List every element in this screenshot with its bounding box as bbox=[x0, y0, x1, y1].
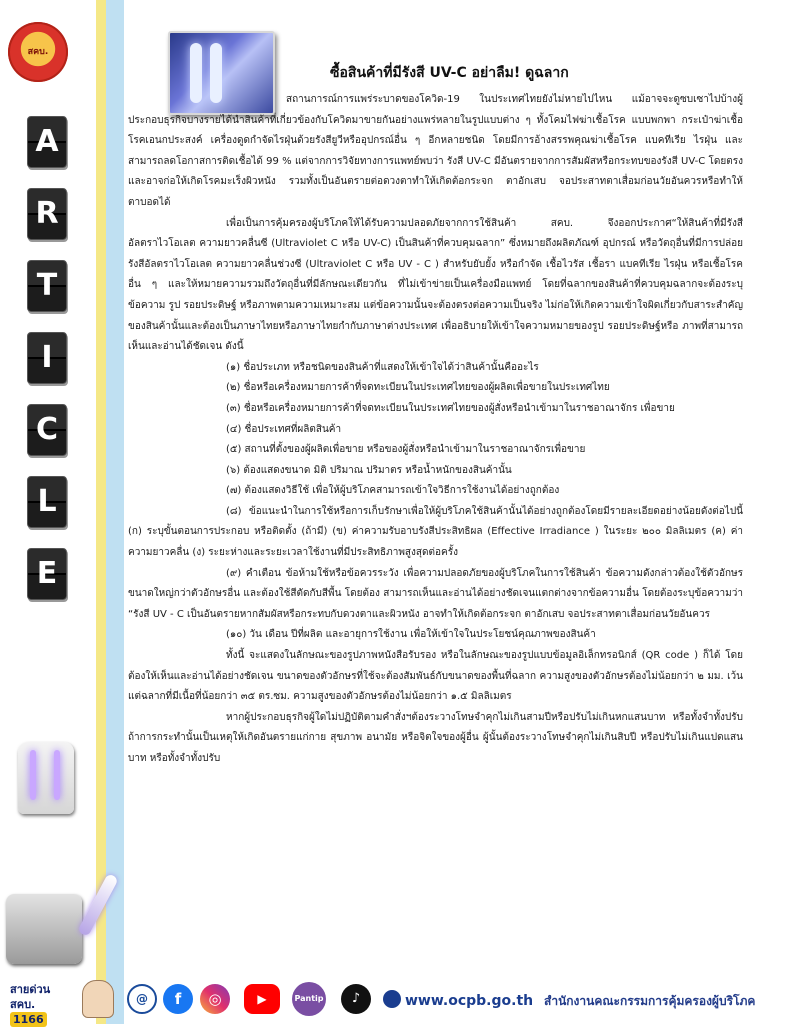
youtube-icon[interactable]: ▶ bbox=[244, 984, 280, 1014]
side-letter: C bbox=[27, 404, 67, 456]
label-requirement-item: (๑๐) วัน เดือน ปีที่ผลิต และอายุการใช้งาน เพื่อให้เข้าใจในประโยชน์คุณภาพของสินค้า bbox=[226, 629, 596, 641]
yellow-stripe bbox=[96, 0, 106, 1024]
label-requirement-item: (๑) ชื่อประเภท หรือชนิดของสินค้าที่แสดงให้เข้าใจได้ว่าสินค้านั้นคืออะไร bbox=[226, 361, 539, 373]
uv-bag-product-image bbox=[6, 894, 82, 964]
article-side-letters bbox=[27, 116, 67, 620]
article-body bbox=[128, 90, 743, 770]
paragraph-display-format: ทั้งนี้ จะแสดงในลักษณะของรูปภาพหนังสือรับรอง หรือในลักษณะของรูปแบบข้อมูลอิเล็กทรอนิกส์ (QR code ) ก็ได้ โดยต้องให้เห็นและอ่านได้อย่างชัดเจน ขนาดของตัวอักษรที่ใช้จะต้องสัมพันธ์กับขนาดของพื้นที่ฉลาก ความสูงของตัวอักษรต้องไม่น้อยกว่า ๒ มม. เว้นแต่ฉลากที่มีเนื้อที่น้อยกว่า ๓๕ ตร.ซม. ความสูงของตัวอักษรต้องไม่น้อยกว่า ๑.๕ มิลลิเมตร bbox=[128, 650, 743, 703]
pantip-icon[interactable]: Pantip bbox=[292, 982, 326, 1016]
side-letter: L bbox=[27, 476, 67, 528]
facebook-icon[interactable]: f bbox=[163, 984, 193, 1014]
label-requirement-item: (๗) ต้องแสดงวิธีใช้ เพื่อให้ผู้บริโภคสามารถเข้าใจวิธีการใช้งานได้อย่างถูกต้อง bbox=[226, 485, 560, 497]
side-letter: I bbox=[27, 332, 67, 384]
hotline-label: สายด่วน สคบ. bbox=[10, 983, 51, 1011]
ocpb-seal-logo: สคบ. bbox=[8, 22, 68, 82]
web-icon[interactable]: @ bbox=[127, 984, 157, 1014]
agency-name: สำนักงานคณะกรรมการคุ้มครองผู้บริโภค bbox=[544, 994, 756, 1008]
label-requirement-item: (๓) ชื่อหรือเครื่องหมายการค้าที่จดทะเบียนในประเทศไทยของผู้สั่งหรือนำเข้ามาในราชอาณาจักร เพื่อขาย bbox=[226, 402, 675, 414]
uv-tube bbox=[54, 750, 60, 800]
website-text: www.ocpb.go.th bbox=[405, 993, 534, 1009]
article-title: ซื้อสินค้าที่มีรังสี UV-C อย่าลืม! ดูฉลาก bbox=[330, 65, 569, 81]
paragraph-penalty: หากผู้ประกอบธุรกิจผู้ใดไม่ปฏิบัติตามคำสั่งฯต้องระวางโทษจำคุกไม่เกินสามปีหรือปรับไม่เกินหกแสนบาท หรือทั้งจำทั้งปรับ ถ้าการกระทำนั้นเป็นเหตุให้เกิดอันตรายแก่กาย สุขภาพ อนามัย หรือจิตใจของผู้อื่น ผู้นั้นต้องระวางโทษจำคุกไม่เกินสิบปี หรือปรับไม่เกินแปดแสนบาท หรือทั้งจำทั้งปรับ bbox=[128, 711, 743, 764]
blue-stripe bbox=[106, 0, 124, 1024]
label-requirement-item: (๒) ชื่อหรือเครื่องหมายการค้าที่จดทะเบียนในประเทศไทยของผู้ผลิตเพื่อขายในประเทศไทย bbox=[226, 382, 610, 394]
instagram-icon[interactable]: ◎ bbox=[200, 984, 230, 1014]
label-requirement-item: (๔) ชื่อประเทศที่ผลิตสินค้า bbox=[226, 423, 342, 435]
hotline-badge bbox=[10, 982, 70, 1026]
footer-bar bbox=[0, 972, 791, 1024]
label-requirement-item: (๙) คำเตือน ข้อห้ามใช้หรือข้อควรระวัง เพื่อความปลอดภัยของผู้บริโภคในการใช้สินค้า ข้อความดังกล่าวต้องใช้ตัวอักษรขนาดใหญ่กว่าตัวอักษรอื่น และต้องใช้สีตัดกับสีพื้น โดยต้อง สามารถเห็นและอ่านได้อย่างชัดเจนแตกต่างจากข้อความอื่น โดยต้องระบุข้อความว่า “รังสี UV - C เป็นอันตรายหากสัมผัสหรือกระทบกับดวงตาและผิวหนัง อาจทำให้เกิดต้อกระจก ตาอักเสบ จอประสาทตาเสื่อมก่อนวัยอันควร bbox=[128, 567, 743, 620]
label-requirement-item: (๖) ต้องแสดงขนาด มิติ ปริมาณ ปริมาตร หรือน้ำหนักของสินค้านั้น bbox=[226, 464, 512, 476]
side-letter: R bbox=[27, 188, 67, 240]
hotline-number: 1166 bbox=[10, 1012, 47, 1027]
side-letter: A bbox=[27, 116, 67, 168]
uv-tube bbox=[30, 750, 36, 800]
mascot-icon bbox=[82, 980, 114, 1018]
label-requirement-item: (๕) สถานที่ตั้งของผู้ผลิตเพื่อขาย หรือของผู้สั่งหรือนำเข้ามาในราชอาณาจักรเพื่อขาย bbox=[226, 444, 586, 456]
uv-box-product-image bbox=[18, 742, 74, 814]
side-letter: E bbox=[27, 548, 67, 600]
globe-icon bbox=[383, 990, 401, 1008]
side-letter: T bbox=[27, 260, 67, 312]
tiktok-icon[interactable]: ♪ bbox=[341, 984, 371, 1014]
paragraph-announcement: เพื่อเป็นการคุ้มครองผู้บริโภคให้ได้รับความปลอดภัยจากการใช้สินค้า สคบ. จึงออกประกาศ“ให้สินค้าที่มีรังสีอัลตราไวโอเลต ความยาวคลื่นซี (Ultraviolet C หรือ UV-C) เป็นสินค้าที่ควบคุมฉลาก” ซึ่งหมายถึงผลิตภัณฑ์ อุปกรณ์ หรือวัตถุอื่นที่มีการปล่อย รังสีอัลตราไวโอเลต ความยาวคลื่นช่วงซี (Ultraviolet C หรือ UV - C ) สำหรับยับยั้ง หรือกำจัด เชื้อไวรัส เชื้อรา แบคทีเรีย ไรฝุ่น หรือเชื้อโรคอื่น ๆ และให้หมายความรวมถึงวัตถุอื่นที่มีลักษณะเดียวกัน ที่ไม่เข้าข่ายเป็นเครื่องมือแพทย์ โดยที่ฉลากของสินค้าที่ควบคุมฉลากจะต้องระบุข้อความ รูป รอยประดิษฐ์ หรือภาพตามความเหมาะสม แต่ข้อความนั้นจะต้องตรงต่อความเป็นจริง ไม่ก่อให้เกิดความเข้าใจผิดเกี่ยวกับสาระสำคัญของสินค้านั้นและต้องเป็นภาษาไทยหรือภาษาไทยกำกับภาษาต่างประเทศ เพื่ออธิบายให้เข้าใจความหมายของรูป รอยประดิษฐ์หรือ ภาพที่สามารถเห็นและอ่านได้ชัดเจน ดังนี้ bbox=[128, 217, 743, 353]
label-requirement-item: (๘) ข้อแนะนำในการใช้หรือการเก็บรักษาเพื่อให้ผู้บริโภคใช้สินค้านั้นได้อย่างถูกต้องโดยมีรายละเอียดอย่างน้อยดังต่อไปนี้ (ก) ระบุขั้นตอนการประกอบ หรือติดตั้ง (ถ้ามี) (ข) ค่าความรับอาบรังสีประสิทธิผล (Effective Irradiance ) ในระยะ ๒๐๐ มิลลิเมตร (ค) ค่าความยาวคลื่น (ง) ระยะห่างและระยะเวลาใช้งานที่มีประสิทธิภาพสูงสุดต่อครั้ง bbox=[128, 505, 743, 559]
paragraph-intro: สถานการณ์การแพร่ระบาดของโควิด-19 ในประเทศไทยยังไม่หายไปไหน แม้อาจจะดูซบเซาไปบ้างผู้ประกอบธุรกิจบางรายได้นำสินค้าที่เกี่ยวข้องกับโควิดมาขายกันอย่างแพร่หลายในรูปแบบต่าง ๆ ทั้งโคมไฟฆ่าเชื้อโรค แบบพกพา กระเป๋าฆ่าเชื้อโรคเอนกประสงค์ เครื่องดูดกำจัดไรฝุ่นด้วยรังสียูวีหรืออุปกรณ์อื่น ๆ อีกหลายชนิด โดยมีการอ้างสรรพคุณฆ่าเชื้อโรค แบคทีเรีย ไรฝุ่น และสามารถลดโอกาสการติดเชื้อได้ 99 % แต่จากการวิจัยทางการแพทย์พบว่า รังสี UV-C มีอันตรายจากการสัมผัสหรือกระทบของรังสี UV-C โดยตรง และอาจก่อให้เกิดโรคมะเร็งผิวหนัง รวมทั้งเป็นอันตรายต่อดวงตาทำให้เกิดต้อกระจก ตาอักเสบ จอประสาทตาเสื่อมก่อนวัยอันควรหรือทำให้ตาบอดได้ bbox=[128, 94, 743, 208]
website-link[interactable] bbox=[383, 990, 533, 1009]
